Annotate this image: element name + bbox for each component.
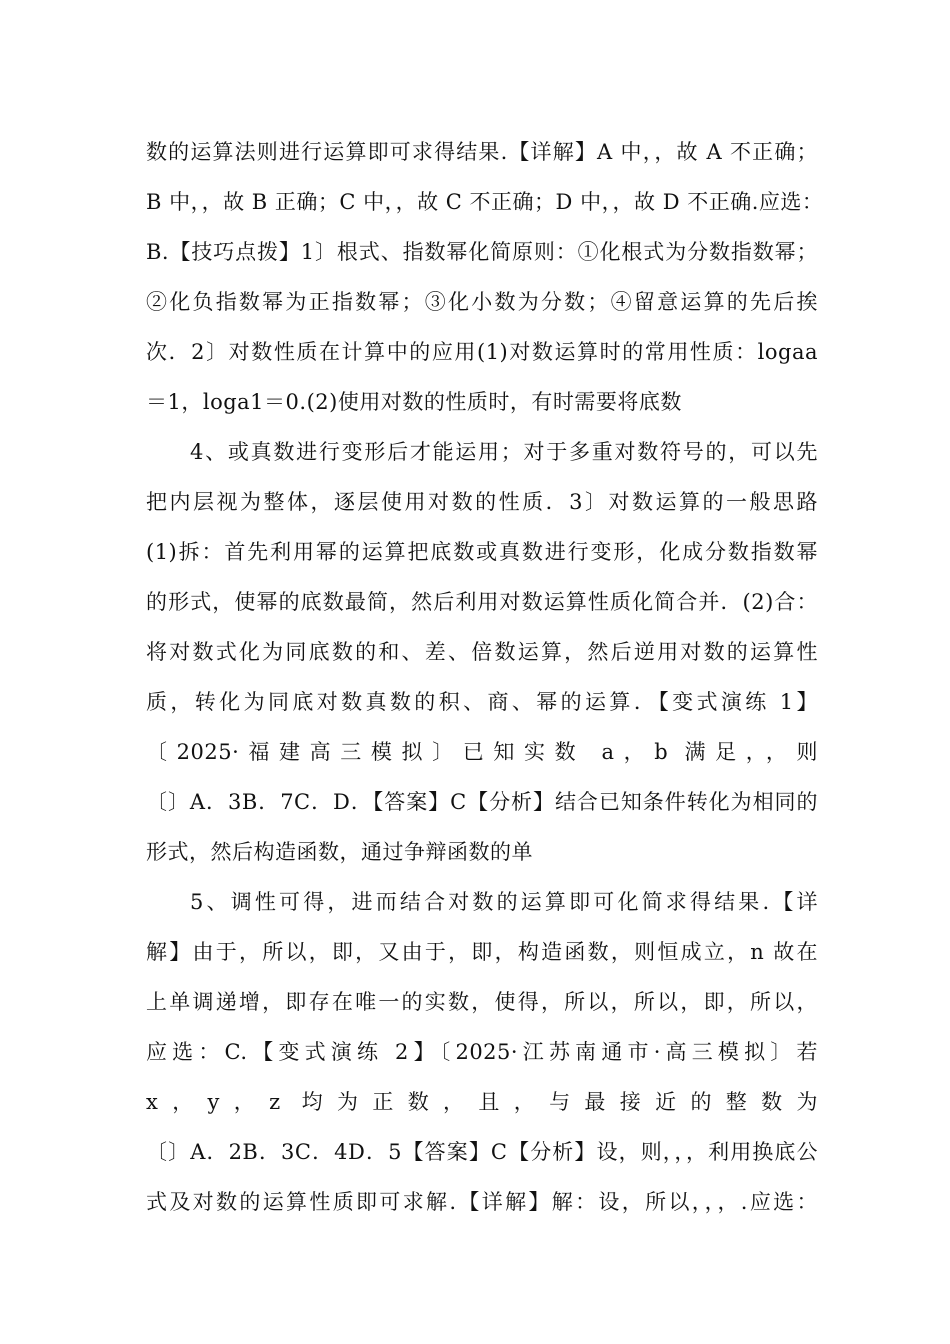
text-line: ②化负指数幂为正指数幂；③化小数为分数；④留意运算的先后挨 — [146, 290, 818, 314]
text-line: 〔2025·福建高三模拟〕已知实数 a，b 满足，，则 — [146, 740, 818, 764]
text-line: 次．2〕对数性质在计算中的应用(1)对数运算时的常用性质：logaa — [146, 340, 818, 364]
text-line: 质，转化为同底对数真数的积、商、幂的运算．【变式演练 1】 — [146, 690, 818, 714]
text-line: 上单调递增，即存在唯一的实数，使得，所以，所以，即，所以， — [146, 990, 818, 1014]
text-line: B.【技巧点拨】1〕根式、指数幂化简原则：①化根式为分数指数幂； — [146, 240, 818, 264]
text-line: 式及对数的运算性质即可求解.【详解】解：设，所以，，，.应选： — [146, 1190, 818, 1214]
text-line: 把内层视为整体，逐层使用对数的性质．3〕对数运算的一般思路 — [146, 490, 818, 514]
text-line: x，y，z 均为正数，且，与最接近的整数为 — [146, 1090, 818, 1114]
text-line: 〔〕A．3B．7C．D．【答案】C【分析】结合已知条件转化为相同的 — [146, 790, 818, 814]
text-line: ＝1，loga1＝0.(2)使用对数的性质时，有时需要将底数 — [146, 390, 682, 414]
text-line: 的形式，使幂的底数最简，然后利用对数运算性质化简合并．(2)合： — [146, 590, 818, 614]
text-line: B 中，，故 B 正确；C 中，，故 C 不正确；D 中，，故 D 不正确.应选： — [146, 190, 824, 214]
text-line: 将对数式化为同底数的和、差、倍数运算，然后逆用对数的运算性 — [146, 640, 818, 664]
text-line: 解】由于，所以，即，又由于，即，构造函数，则恒成立，n 故在 — [146, 940, 818, 964]
text-line: 应选：C.【变式演练 2】〔2025·江苏南通市·高三模拟〕若 — [146, 1040, 818, 1064]
paragraph-first-line: 5、调性可得，进而结合对数的运算即可化简求得结果.【详 — [190, 890, 818, 914]
text-line: (1)拆：首先利用幂的运算把底数或真数进行变形，化成分数指数幂 — [146, 540, 818, 564]
text-line: 形式，然后构造函数，通过争辩函数的单 — [146, 840, 533, 864]
paragraph-first-line: 4、或真数进行变形后才能运用；对于多重对数符号的，可以先 — [190, 440, 818, 464]
text-line: 数的运算法则进行运算即可求得结果.【详解】A 中，，故 A 不正确； — [146, 140, 818, 164]
text-line: 〔〕A．2B．3C．4D．5【答案】C【分析】设，则，，，利用换底公 — [146, 1140, 818, 1164]
